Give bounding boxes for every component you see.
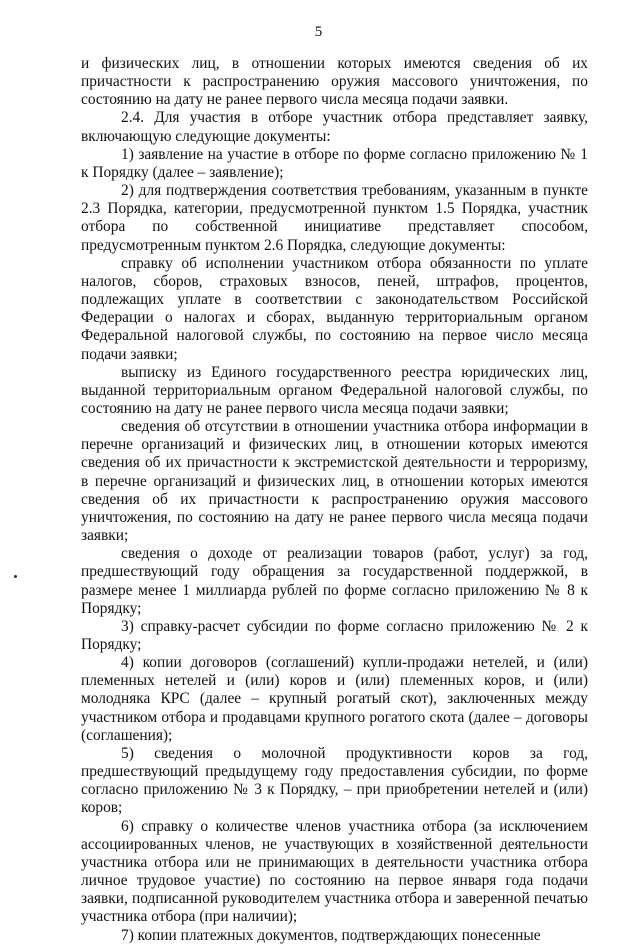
paragraph-section-2-4: 2.4. Для участия в отборе участник отбора представляет заявку, включающую следующие документы:	[81, 109, 588, 145]
page-number: 5	[314, 24, 323, 40]
paragraph-item-7: 7) копии платежных документов, подтверждающих понесенные	[121, 926, 541, 944]
paragraph-item-1: 1) заявление на участие в отборе по форме согласно приложению № 1 к Порядку (далее – заявление);	[81, 145, 588, 181]
paragraph-continuation: и физических лиц, в отношении которых имеются сведения об их причастности к распространению оружия массового уничтожения, по состоянию на дату не ранее первого числа месяца подачи заявки.	[81, 55, 588, 109]
paragraph-item-2: 2) для подтверждения соответствия требованиям, указанным в пункте 2.3 Порядка, категории, предусмотренной пунктом 1.5 Порядка, участник отбора по собственной инициативе представляет способом, предусмотренным пунктом 2.6 Порядка, следующие документы:	[81, 182, 588, 254]
paragraph-registry-extract: выписку из Единого государственного реестра юридических лиц, выданной территориальным органом Федеральной налоговой службы, по состоянию на дату не ранее первого числа месяца подачи заявки;	[81, 363, 588, 417]
paragraph-item-5: 5) сведения о молочной продуктивности коров за год, предшествующий предыдущему году предоставления субсидии, по форме согласно приложению № 3 к Порядку, – при приобретении нетелей и (или) коров;	[81, 744, 588, 817]
paragraph-item-3: 3) справку-расчет субсидии по форме согласно приложению № 2 к Порядку;	[81, 617, 588, 653]
scan-speck	[14, 575, 17, 578]
paragraph-item-4: 4) копии договоров (соглашений) купли-продажи нетелей, и (или) племенных нетелей и (или) коров и (или) племенных коров, и (или) молодняка КРС (далее – крупный рогатый скот), заключенных между участником отбора и продавцами крупного рогатого скота (далее – договоры (соглашения);	[81, 654, 588, 744]
paragraph-income-info: сведения о доходе от реализации товаров (работ, услуг) за год, предшествующий году обращения за государственной поддержкой, в размере менее 1 миллиарда рублей по форме согласно приложению № 8 к Порядку;	[81, 545, 588, 617]
paragraph-extremism-info: сведения об отсутствии в отношении участника отбора информации в перечне организаций и физических лиц, в отношении которых имеются сведения об их причастности к экстремистской деятельности и терроризму, в перечне организаций и физических лиц, в отношении которых имеются сведения об их причастности к распространению оружия массового уничтожения, по состоянию на дату не ранее первого числа месяца подачи заявки;	[81, 418, 588, 545]
paragraph-tax-certificate: справку об исполнении участником отбора обязанности по уплате налогов, сборов, страховых взносов, пеней, штрафов, процентов, подлежащих уплате в соответствии с законодательством Российской Федерации о налогах и сборах, выданную территориальным органом Федеральной налоговой службы, по состоянию на первое число месяца подачи заявки;	[81, 254, 588, 363]
document-body	[81, 55, 588, 945]
paragraph-item-6: 6) справку о количестве членов участника отбора (за исключением ассоциированных членов, не участвующих в хозяйственной деятельности участника отбора или не принимающих в деятельности участника отбора личное трудовое участие) по состоянию на первое января года подачи заявки, подписанной руководителем участника отбора и заверенной печатью участника отбора (при наличии);	[81, 817, 588, 926]
